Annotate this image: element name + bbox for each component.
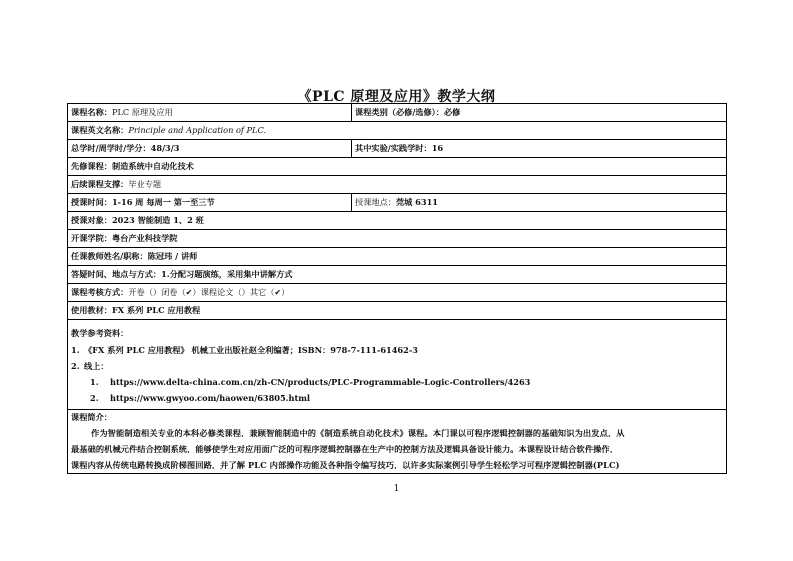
reference-link-2[interactable]: https://www.gwyoo.com/haowen/63805.html [110, 393, 311, 403]
hours-value: 48/3/3 [150, 143, 180, 154]
followup-label: 后续课程支撑： [71, 179, 129, 190]
college-label: 开课学院： [71, 233, 112, 244]
row-prerequisites [68, 158, 726, 176]
intro-line-2: 最基础的机械元件结合控制系统，能够使学生对应用面广泛的可程序逻辑控制器在生产中的控制方法及逻辑具备设计能力。本课程设计结合软件操作， [71, 445, 618, 454]
row-english-name [68, 122, 726, 140]
place-label: 授课地点： [355, 197, 396, 208]
category-value: 必修 [443, 107, 461, 118]
row-textbook [68, 302, 726, 320]
link-2-no: 2. [90, 393, 99, 403]
row-course-name [68, 104, 726, 122]
row-schedule [68, 194, 726, 212]
teacher-value: 陈冠玮 / 讲师 [147, 251, 198, 262]
prereq-value: 制造系统中自动化技术 [111, 161, 194, 172]
row-intro [68, 410, 726, 474]
intro-line-1: 作为智能制造相关专业的本科必修类课程，兼顾智能制造中的《制造系统自动化技术》课程。本门课以可程序逻辑控制器的基础知识为出发点，从 [91, 429, 625, 438]
row-teacher [68, 248, 726, 266]
reference-item-1: 《FX 系列 PLC 应用教程》 机械工业出版社赵全利编著；ISBN：978-7-111-61462-3 [84, 345, 418, 355]
teacher-label: 任课教师姓名/职称： [71, 251, 148, 262]
lab-label: 其中实验/实践学时： [355, 143, 432, 154]
intro-heading: 课程简介： [71, 412, 112, 422]
row-college [68, 230, 726, 248]
time-value: 1-16 周 每周一 第一至三节 [111, 197, 215, 208]
reference-item-2-no: 2. [71, 361, 80, 371]
syllabus-table [67, 103, 727, 474]
english-value: Principle and Application of PLC. [128, 125, 267, 136]
reference-item-2: 线上： [84, 361, 109, 371]
reference-item-1-no: 1. [71, 345, 80, 355]
qa-label: 答疑时间、地点与方式： [71, 269, 162, 280]
exam-value: 开卷（）闭卷（✔）课程论文（）其它（✔） [128, 287, 290, 298]
place-value: 莞城 6311 [395, 197, 438, 208]
lab-value: 16 [431, 143, 444, 154]
qa-value: 1.分配习题演练，采用集中讲解方式 [161, 269, 293, 280]
course-name-label: 课程名称： [71, 107, 112, 118]
references-heading: 教学参考资料： [71, 328, 129, 338]
row-references [68, 320, 726, 410]
category-label: 课程类别（必修/选修）： [355, 107, 444, 118]
document-title: 《PLC 原理及应用》教学大纲 [297, 89, 496, 105]
row-hours [68, 140, 726, 158]
exam-label: 课程考核方式： [71, 287, 129, 298]
textbook-label: 使用教材： [71, 305, 112, 316]
college-value: 粤台产业科技学院 [111, 233, 178, 244]
target-value: 2023 智能制造 1、2 班 [111, 215, 204, 226]
target-label: 授课对象： [71, 215, 112, 226]
row-qa [68, 266, 726, 284]
row-target [68, 212, 726, 230]
textbook-value: FX 系列 PLC 应用教程 [111, 305, 201, 316]
course-name-value: PLC 原理及应用 [111, 107, 173, 118]
row-followup [68, 176, 726, 194]
row-exam [68, 284, 726, 302]
link-1-no: 1. [90, 377, 99, 387]
time-label: 授课时间： [71, 197, 112, 208]
hours-label: 总学时/周学时/学分： [71, 143, 151, 154]
followup-value: 毕业专题 [128, 179, 162, 190]
prereq-label: 先修课程： [71, 161, 112, 172]
intro-line-3: 课程内容从传统电路转换成阶梯图回路，并了解 PLC 内部操作功能及各种指令编写技巧，以许多实际案例引导学生轻松学习可程序逻辑控制器(PLC) [71, 461, 620, 470]
page-number: 1 [393, 484, 400, 494]
english-label: 课程英文名称： [71, 125, 129, 136]
reference-link-1[interactable]: https://www.delta-china.com.cn/zh-CN/products/PLC-Programmable-Logic-Controllers/4263 [110, 377, 531, 387]
